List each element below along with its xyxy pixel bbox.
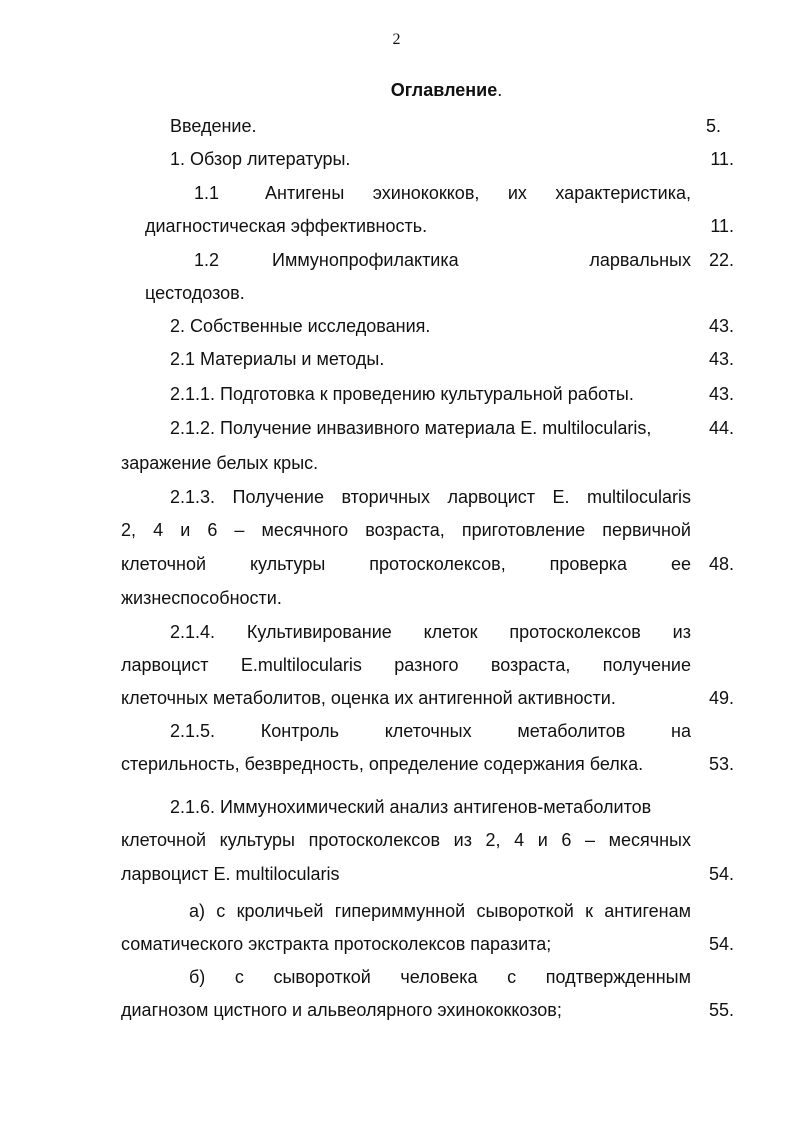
- toc-line: 2.1.3. Получение вторичных ларвоцист E. multilocularis: [170, 487, 691, 507]
- toc-line: жизнеспособности.: [121, 588, 282, 608]
- toc-page: 43.: [708, 316, 734, 336]
- toc-line: соматического экстракта протосколексов паразита;: [121, 934, 552, 954]
- toc-line: клеточной культуры протосколексов, проверка ее: [121, 554, 691, 574]
- toc-line: 2.1.4. Культивирование клеток протосколексов из: [170, 622, 691, 642]
- toc-page: 49.: [708, 688, 734, 708]
- toc-number: 1.2: [194, 250, 220, 270]
- toc-line: Введение.: [170, 116, 257, 136]
- toc-line: 2, 4 и 6 – месячного возраста, приготовление первичной: [121, 520, 691, 540]
- toc-page: 22.: [708, 250, 734, 270]
- title-text: Оглавление: [390, 80, 498, 100]
- toc-page: 43.: [708, 384, 734, 404]
- toc-page: 48.: [708, 554, 734, 574]
- toc-page: 54.: [708, 934, 734, 954]
- toc-line: ларвоцист E.multilocularis разного возраста, получение: [121, 655, 691, 675]
- toc-line: диагнозом цистного и альвеолярного эхинококкозов;: [121, 1000, 562, 1020]
- page-number: 2: [392, 31, 401, 48]
- toc-line: 1. Обзор литературы.: [170, 149, 351, 169]
- toc-page: 44.: [708, 418, 734, 438]
- page-title: [0, 80, 793, 101]
- toc-line: 2.1 Материалы и методы.: [170, 349, 385, 369]
- toc-line: ларвоцист E. multilocularis: [121, 864, 340, 884]
- toc-line: 2.1.5. Контроль клеточных метаболитов на: [170, 721, 691, 741]
- toc-page: 5.: [706, 116, 722, 136]
- toc-line: Иммунопрофилактика ларвальных: [272, 250, 691, 270]
- toc-line: б) с сывороткой человека с подтвержденным: [189, 967, 691, 987]
- toc-line: заражение белых крыс.: [121, 453, 319, 473]
- toc-page: 43.: [708, 349, 734, 369]
- toc-line: 2.1.1. Подготовка к проведению культуральной работы.: [170, 384, 634, 404]
- toc-line: Антигены эхинококков, их характеристика,: [265, 183, 691, 203]
- toc-page: 11.: [710, 149, 734, 169]
- toc-line: стерильность, безвредность, определение содержания белка.: [121, 754, 644, 774]
- title-period: .: [497, 80, 503, 100]
- toc-line: 2. Собственные исследования.: [170, 316, 431, 336]
- toc-page: 11.: [710, 216, 734, 236]
- toc-line: диагностическая эффективность.: [145, 216, 428, 236]
- toc-number: 1.1: [194, 183, 220, 203]
- toc-line: 2.1.2. Получение инвазивного материала E. multilocularis,: [170, 418, 652, 438]
- toc-line: а) с кроличьей гипериммунной сывороткой к антигенам: [189, 901, 691, 921]
- toc-line: 2.1.6. Иммунохимический анализ антигенов-метаболитов: [170, 797, 652, 817]
- toc-page: 53.: [708, 754, 734, 774]
- toc-line: клеточных метаболитов, оценка их антигенной активности.: [121, 688, 616, 708]
- toc-page: 55.: [708, 1000, 734, 1020]
- toc-page: 54.: [708, 864, 734, 884]
- toc-line: цестодозов.: [145, 283, 245, 303]
- toc-line: клеточной культуры протосколексов из 2, 4 и 6 – месячных: [121, 830, 691, 850]
